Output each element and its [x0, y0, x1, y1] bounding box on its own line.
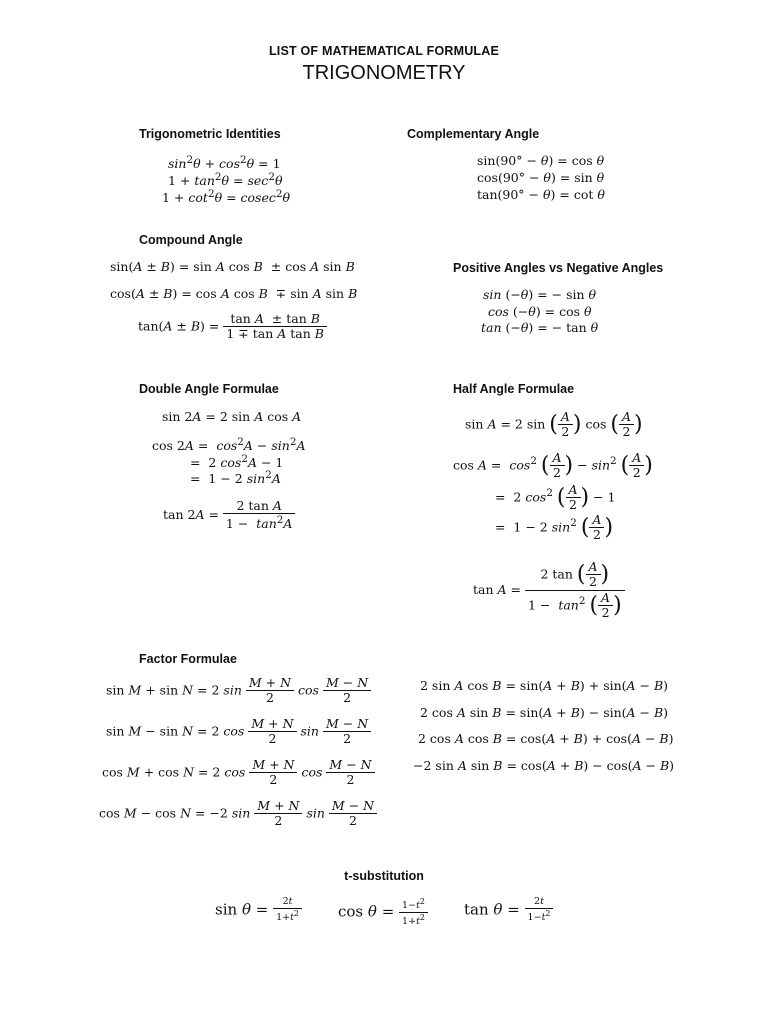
- double-angle-formula: tan 2A = $\frac{\text{2 tan A}}{1 - \tan^2A}$: [163, 499, 295, 532]
- t-substitution-tan: tan θ = $\frac{2t}{1-t^2}$: [464, 897, 553, 924]
- double-angle-formula: sin 2A = 2 sin A cos A: [162, 409, 302, 424]
- half-angle-formula: = 2 $\cos^2$ ( $\frac{A}{2}$ ) − 1: [495, 482, 616, 513]
- factor-formula: sin M + sin N = 2 sin $\frac{M + N}{2}$ cos $\frac{M - N}{2}$: [106, 676, 371, 706]
- document-subtitle: TRIGONOMETRY: [302, 62, 466, 84]
- product-formula: 2 cos A sin B = sin(A + B) − sin(A − B): [420, 705, 669, 720]
- identity-formula: $\sin^2\theta + \cos^2\theta = 1$: [168, 154, 281, 172]
- double-angle-formula: $\cos 2A = \cos^2A - \sin^2A$: [152, 436, 306, 454]
- complementary-formula: cos(90° − θ) = sin θ: [477, 170, 605, 185]
- complementary-formula: tan(90° − θ) = cot θ: [477, 187, 605, 202]
- factor-formula: sin M − sin N = 2 cos $\frac{M + N}{2}$ sin $\frac{M - N}{2}$: [106, 717, 371, 747]
- compound-formula: sin(A ± B) = sin A cos B ± cos A sin B: [110, 259, 355, 274]
- heading-complementary-angle: Complementary Angle: [407, 127, 540, 141]
- document-title: LIST OF MATHEMATICAL FORMULAE: [268, 44, 500, 58]
- double-angle-formula: = 1 − 2 $\sin^2A$: [190, 469, 281, 487]
- double-angle-formula: = 2 $\cos^2A - 1$: [190, 453, 284, 471]
- heading-factor-formulae: Factor Formulae: [139, 652, 237, 666]
- negative-angle-formula: cos (−θ) = cos θ: [488, 304, 592, 319]
- negative-angle-formula: sin (−θ) = − sin θ: [483, 287, 597, 302]
- compound-formula: cos(A ± B) = cos A cos B ∓ sin A sin B: [110, 286, 358, 301]
- complementary-formula: sin(90° − θ) = cos θ: [477, 153, 605, 168]
- factor-formula: cos M + cos N = 2 cos $\frac{M + N}{2}$ cos $\frac{M - N}{2}$: [102, 758, 375, 788]
- product-formula: 2 sin A cos B = sin(A + B) + sin(A − B): [420, 678, 669, 693]
- identity-formula: $1 + \tan^2\theta = \sec^2\theta$: [168, 171, 283, 189]
- factor-formula: cos M − cos N = −2 sin $\frac{M + N}{2}$ sin $\frac{M - N}{2}$: [99, 799, 377, 829]
- heading-double-angle: Double Angle Formulae: [139, 382, 279, 396]
- half-angle-formula: $\cos A = \cos^2$ ( $\frac{A}{2}$ ) − $\sin^2$ ( $\frac{A}{2}$ ): [453, 450, 653, 481]
- negative-angle-formula: tan (−θ) = − tan θ: [481, 320, 599, 335]
- heading-trigonometric-identities: Trigonometric Identities: [139, 127, 281, 141]
- half-angle-formula: tan A = 2 tan ( $\frac{A}{2}$ ) $1 - \tan^2$ ( $\frac{A}{2}$ ): [473, 560, 625, 621]
- heading-compound-angle: Compound Angle: [139, 233, 243, 247]
- half-angle-formula: sin A = 2 sin ( $\frac{A}{2}$ ) cos ( $\frac{A}{2}$ ): [465, 409, 643, 440]
- t-substitution-sin: sin θ = $\frac{2t}{1+t^2}$: [215, 897, 302, 924]
- product-formula: −2 sin A sin B = cos(A + B) − cos(A − B): [413, 758, 675, 773]
- heading-half-angle: Half Angle Formulae: [453, 382, 575, 396]
- half-angle-formula: = 1 − 2 $\sin^2$ ( $\frac{A}{2}$ ): [495, 512, 614, 543]
- product-formula: 2 cos A cos B = cos(A + B) + cos(A − B): [418, 731, 674, 746]
- t-substitution-cos: cos θ = $\frac{1-t^2}{1+t^2}$: [338, 897, 428, 928]
- compound-formula: tan(A ± B) = $\frac{\text{tan A ± tan B}}{\text{1 ∓ tan A tan B}}$: [138, 312, 327, 342]
- heading-positive-negative-angles: Positive Angles vs Negative Angles: [453, 261, 664, 275]
- identity-formula: $1 + \cot^2\theta = cosec^2\theta$: [162, 188, 291, 206]
- heading-t-substitution: t-substitution: [344, 869, 424, 883]
